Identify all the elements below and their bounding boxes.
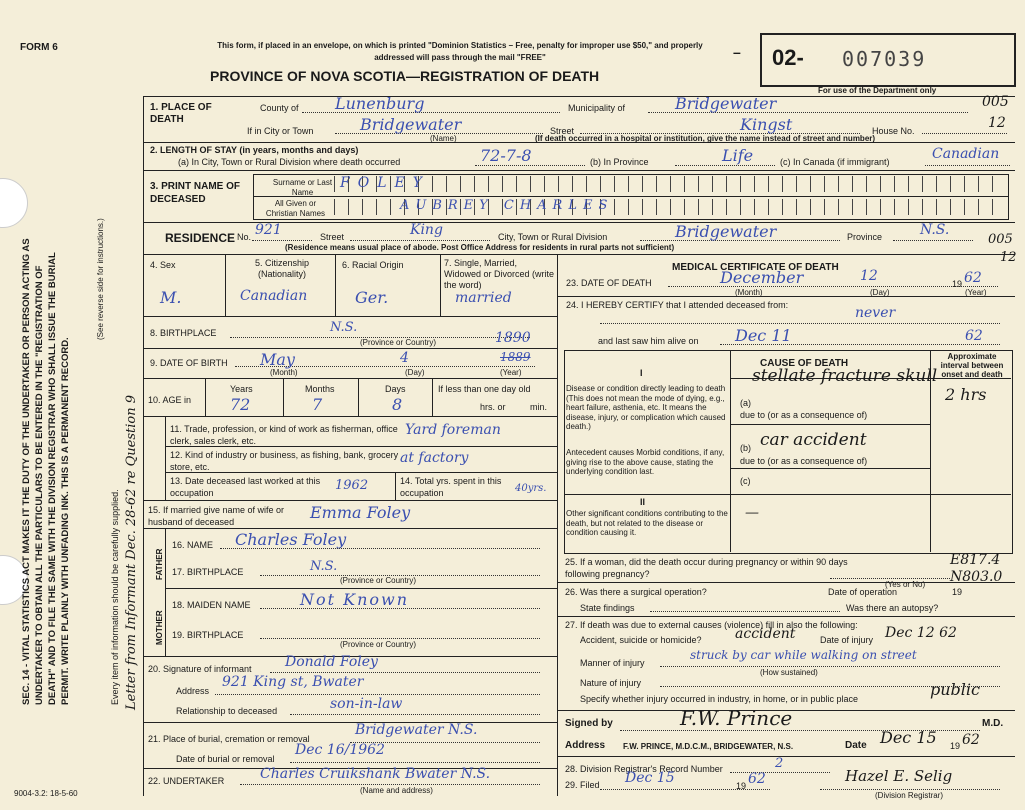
interval-a-value: 2 hrs bbox=[945, 385, 987, 404]
dept-code-municipality: 005 bbox=[982, 94, 1009, 110]
undertaker-value: Charles Cruikshank Bwater N.S. bbox=[260, 766, 491, 782]
form-title: PROVINCE OF NOVA SCOTIA—REGISTRATION OF DEATH bbox=[210, 68, 600, 84]
birthplace-value: N.S. bbox=[330, 320, 358, 335]
residence-label: RESIDENCE bbox=[165, 231, 236, 245]
registration-number-box bbox=[760, 33, 1016, 87]
date-injury-value: Dec 12 62 bbox=[885, 625, 957, 641]
dob-month-value: May bbox=[260, 350, 295, 369]
burial-place-value: Bridgewater N.S. bbox=[355, 722, 478, 738]
stay-province-value: Life bbox=[722, 146, 754, 165]
citizenship-value: Canadian bbox=[240, 288, 308, 304]
mail-notice: This form, if placed in an envelope, on which is printed "Dominion Statistics – Free, penalty for improper use $50," and properly addressed will pass through the mail "FREE" bbox=[217, 41, 703, 62]
age-days-value: 8 bbox=[392, 395, 403, 414]
cause-heading: CAUSE OF DEATH bbox=[760, 358, 849, 369]
marital-value: married bbox=[455, 290, 512, 306]
accident-value: accident bbox=[735, 626, 796, 642]
relationship-value: son-in-law bbox=[330, 696, 403, 712]
dob-day-value: 4 bbox=[400, 350, 409, 366]
trade-value: Yard foreman bbox=[405, 422, 501, 438]
county-value: Lunenburg bbox=[335, 94, 425, 113]
medical-heading: MEDICAL CERTIFICATE OF DEATH bbox=[672, 262, 839, 273]
stay-city-value: 72-7-8 bbox=[480, 146, 532, 165]
residence-street-value: King bbox=[410, 222, 443, 238]
last-saw-value: Dec 11 bbox=[735, 326, 792, 345]
residence-province-value: N.S. bbox=[920, 222, 950, 238]
last-saw-year-value: 62 bbox=[965, 328, 983, 344]
father-name-value: Charles Foley bbox=[235, 530, 347, 549]
father-birthplace-value: N.S. bbox=[310, 559, 338, 574]
attended-value: never bbox=[855, 305, 896, 321]
footer-code: 9004-3.2: 18-5-60 bbox=[14, 789, 78, 798]
informant-address-value: 921 King st, Bwater bbox=[222, 674, 364, 690]
print-name-label: 3. PRINT NAME OF DECEASED bbox=[150, 181, 241, 205]
residence-code-2: 12 bbox=[1000, 250, 1017, 265]
mother-side-label: MOTHER bbox=[155, 610, 164, 645]
total-years-value: 40yrs. bbox=[515, 483, 547, 494]
industry-value: at factory bbox=[400, 450, 469, 466]
physician-signature: F.W. Prince bbox=[680, 706, 793, 730]
death-registration-form: FORM 6 This form, if placed in an envelope, on which is printed "Dominion Statistics – Free, penalty for improper use $50," and properly addressed will pass through the mail "FREE" – 02- 007039 PROVINCE OF NOVA SCOTIA—REGISTRATION OF DEATH For use of the Department only SEC. 14 - VITAL STATISTICS ACT MAKES IT THE DUTY OF THE UNDERTAKER OR PERSON ACTING AS UNDERTAKER TO OBTAIN ALL THE PARTICULARS TO BE ENTERED IN THE "REGISTRATION OF DEATH" AND TO FILE THE SAME WITH THE DIVISION REGISTRAR WHO SHALL ISSUE THE BURIAL PERMIT. WRITE PLAINLY WITH UNFADING INK. THIS IS A PERMANENT RECORD. (See reverse side for instructions.) Every item of information should be carefully supplied. Letter from Informant Dec. 28-62 re Question 9 1. PLACE OF DEATH County of Lunenburg Municipality of Bridgewater 005 If in City or Town Bridgewater (Name) Street Kingst House No. 12 (If death occurred in a hospital or institution, give the name instead of street and number) 2. LENGTH OF STAY (in years, months and days) (a) In City, Town or Rural Division where death occurred 72-7-8 (b) In Province Life (c) In Canada (if immigrant) Canadian 3. PRINT NAME OF DECEASED Surname or Last Name All Given or Christian Names FOLEY AUBREY CHARLES RESIDENCE No. 921 Street King City, Town or Rural Division Bridgewater Province N.S. 005 12 (Residence means usual place of abode. Post Office Address for residents in rural parts not sufficient) 4. Sex M. 5. Citizenship (Nationality) Canadian 6. Racial Origin Ger. 7. Single, Married, Widowed or Divorced (write the word) married 8. BIRTHPLACE N.S. (Province or Country) 9. DATE OF BIRTH May 4 1890 1889 (Month) (Day) (Year) 10. AGE in Years Months Days 72 7 8 If less than one day old hrs. or min. 11. Trade, profession, or kind of work as fisherman, office clerk, sales clerk, etc. Yard foreman 12. Kind of industry or business, as fishing, bank, grocery store, etc. at factory 13. Date deceased last worked at this occupation 1962 14. Total yrs. spent in this occupation 40yrs. 15. If married give name of wife or husband of deceased Emma Foley FATHER 16. NAME Charles Foley 17. BIRTHPLACE N.S. (Province or Country) MOTHER 18. MAIDEN NAME Not Known 19. BIRTHPLACE (Province or Country) 20. Signature of informant Donald Foley Address 921 King st, Bwater Relationship to deceased son-in-law 21. Place of burial, cremation or removal Bridgewater N.S. Date of burial or removal Dec 16/1962 22. UNDERTAKER Charles Cruikshank Bwater N.S. (Name and address) MEDICAL CERTIFICATE OF DEATH 23. DATE OF DEATH December 12 19 62 (Month) (Day) (Year) 24. I HEREBY CERTIFY that I attended deceased from: never and last saw him alive on Dec 11 62 CAUSE OF DEATH Approximate interval between onset and death I Disease or condition directly leading to death (This does not mean the mode of dying, e.g., heart failure, asthenia, etc. It means the disease, injury, or complication which caused death.) (a) stellate fracture skull 2 hrs due to (or as a consequence of) Antecedent causes Morbid conditions, if any, giving rise to the above cause, stating the underlying condition last. (b) car accident due to (or as a consequence of) (c) II Other significant conditions contributing to the death, but not related to the disease or condition causing it. — 25. If a woman, did the death occur during pregnancy or within 90 days following pregnancy? (Yes or No) E817.4 N803.0 26. Was there a surgical operation? Date of operation 19 State findings Was there an autopsy? 27. If death was due to external causes (violence) fill in also the following: Accident, suicide or homicide? accident Date of injury Dec 12 62 Manner of injury struck by car while walking on street (How sustained) Nature of injury Specify whether injury occurred in industry, in home, or in public place public Signed by F.W. Prince M.D. Address F.W. PRINCE, M.D.C.M., BRIDGEWATER, N.S. Date Dec 15 19 62 28. Division Registrar's Record Number 2 29. Filed Dec 15 19 62 Hazel E. Selig (Division Registrar) 9004-3.2: 18-5-60 bbox=[0, 0, 1025, 810]
record-number-value: 2 bbox=[775, 756, 784, 771]
registrar-signature: Hazel E. Selig bbox=[845, 767, 953, 785]
cause-a-value: stellate fracture skull bbox=[752, 366, 938, 386]
municipality-value: Bridgewater bbox=[675, 94, 777, 113]
side-reverse-note: (See reverse side for instructions.) bbox=[96, 218, 105, 340]
manner-value: struck by car while walking on street bbox=[690, 648, 917, 662]
signed-date-year: 62 bbox=[962, 732, 980, 748]
signed-date-value: Dec 15 bbox=[880, 728, 937, 747]
informant-value: Donald Foley bbox=[285, 654, 378, 670]
city-value: Bridgewater bbox=[360, 115, 462, 134]
age-months-value: 7 bbox=[312, 395, 323, 414]
place-of-death-label: 1. PLACE OF DEATH bbox=[150, 102, 212, 125]
code-e: E817.4 bbox=[950, 552, 1001, 568]
house-value: 12 bbox=[988, 115, 1006, 131]
form-number: FORM 6 bbox=[20, 42, 58, 53]
surname-value: FOLEY bbox=[340, 175, 430, 191]
burial-date-value: Dec 16/1962 bbox=[295, 742, 385, 758]
dob-year-value: 1890 bbox=[495, 330, 531, 346]
death-year-value: 62 bbox=[964, 270, 982, 286]
residence-no-value: 921 bbox=[255, 222, 282, 238]
punch-hole-top bbox=[0, 178, 28, 228]
street-value: Kingst bbox=[740, 115, 793, 134]
father-side-label: FATHER bbox=[155, 548, 164, 580]
racial-value: Ger. bbox=[355, 288, 389, 307]
dob-year-struck: 1889 bbox=[500, 350, 531, 364]
death-day-value: 12 bbox=[860, 268, 878, 284]
physician-address-stamp: F.W. PRINCE, M.D.C.M., BRIDGEWATER, N.S. bbox=[623, 742, 794, 751]
age-years-value: 72 bbox=[230, 395, 251, 414]
filed-year-value: 62 bbox=[748, 771, 766, 787]
death-month-value: December bbox=[720, 268, 804, 287]
side-legal-text: SEC. 14 - VITAL STATISTICS ACT MAKES IT THE DUTY OF THE UNDERTAKER OR PERSON ACTING AS UNDERTAKER TO OBTAIN ALL THE PARTICULARS TO BE ENTERED IN THE "REGISTRATION OF DEATH" AND TO FILE THE SAME WITH THE DIVISION REGISTRAR WHO SHALL ISSUE THE BURIAL PERMIT. WRITE PLAINLY WITH UNFADING INK. THIS IS A PERMANENT RECORD. bbox=[21, 238, 71, 705]
mother-maiden-value: Not Known bbox=[300, 590, 410, 609]
residence-city-value: Bridgewater bbox=[675, 222, 777, 241]
registration-number: 007039 bbox=[842, 47, 927, 71]
cause-b-value: car accident bbox=[760, 430, 867, 450]
surname-cells bbox=[334, 176, 1006, 195]
spouse-value: Emma Foley bbox=[310, 503, 411, 522]
dept-use-label: For use of the Department only bbox=[818, 86, 937, 95]
sex-value: M. bbox=[160, 288, 182, 307]
last-worked-value: 1962 bbox=[335, 478, 369, 493]
given-name-value: AUBREY CHARLES bbox=[400, 198, 614, 213]
stay-canada-value: Canadian bbox=[932, 146, 1000, 162]
specify-value: public bbox=[930, 680, 980, 699]
side-handwritten-note: Letter from Informant Dec. 28-62 re Question 9 bbox=[124, 395, 139, 710]
side-careful-note: Every item of information should be carefully supplied. bbox=[110, 489, 120, 705]
residence-code-1: 005 bbox=[988, 232, 1013, 247]
registration-prefix: 02- bbox=[772, 45, 804, 70]
filed-value: Dec 15 bbox=[625, 770, 675, 786]
code-n: N803.0 bbox=[950, 569, 1003, 585]
